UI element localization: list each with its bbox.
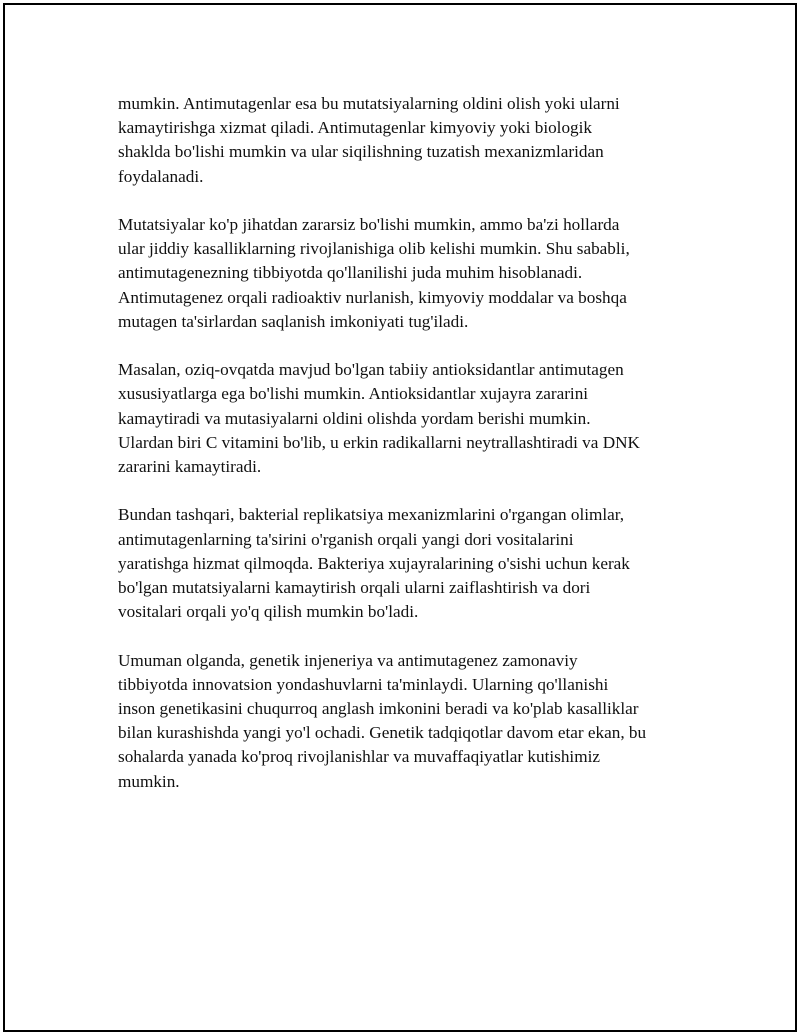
- text-line: Umuman olganda, genetik injeneriya va antimutagenez zamonaviy: [118, 650, 578, 670]
- text-line: Bundan tashqari, bakterial replikatsiya mexanizmlarini o'rgangan olimlar,: [118, 505, 625, 525]
- paragraph-4: [118, 503, 693, 624]
- text-line: shaklda bo'lishi mumkin va ular siqilishning tuzatish mexanizmlaridan: [118, 142, 604, 162]
- text-line: Mutatsiyalar ko'p jihatdan zararsiz bo'lishi mumkin, ammo ba'zi hollarda: [118, 215, 620, 234]
- text-line: tibbiyotda innovatsion yondashuvlarni ta'minlaydi. Ularning qo'llanishi: [118, 674, 609, 694]
- document-body: [118, 92, 693, 818]
- text-line: ular jiddiy kasalliklarning rivojlanishiga olib kelishi mumkin. Shu sababli,: [118, 239, 630, 259]
- text-line: kamaytiradi va mutasiyalarni oldini olishda yordam berishi mumkin.: [118, 408, 591, 428]
- text-line: mumkin.: [118, 771, 180, 791]
- paragraph-3: [118, 358, 693, 479]
- text-line: vositalari orqali yo'q qilish mumkin bo'ladi.: [118, 602, 419, 622]
- text-line: bilan kurashishda yangi yo'l ochadi. Genetik tadqiqotlar davom etar ekan, bu: [118, 723, 647, 743]
- text-line: foydalanadi.: [118, 166, 204, 186]
- text-line: Antimutagenez orqali radioaktiv nurlanish, kimyoviy moddalar va boshqa: [118, 287, 627, 307]
- text-line: mumkin. Antimutagenlar esa bu mutatsiyalarning oldini olish yoki ularni: [118, 94, 620, 113]
- text-line: mutagen ta'sirlardan saqlanish imkoniyati tug'iladi.: [118, 311, 469, 331]
- text-line: Masalan, oziq-ovqatda mavjud bo'lgan tabiiy antioksidantlar antimutagen: [118, 360, 624, 380]
- text-line: sohalarda yanada ko'proq rivojlanishlar va muvaffaqiyatlar kutishimiz: [118, 747, 600, 767]
- text-line: yaratishga hizmat qilmoqda. Bakteriya xujayralarining o'sishi uchun kerak: [118, 553, 630, 573]
- text-line: bo'lgan mutatsiyalarni kamaytirish orqali ularni zaiflashtirish va dori: [118, 578, 591, 598]
- text-line: Ulardan biri C vitamini bo'lib, u erkin radikallarni neytrallashtiradi va DNK: [118, 432, 640, 452]
- text-line: antimutagenlarning ta'sirini o'rganish orqali yangi dori vositalarini: [118, 529, 574, 549]
- paragraph-2: [118, 213, 693, 334]
- text-line: kamaytirishga xizmat qiladi. Antimutagenlar kimyoviy yoki biologik: [118, 118, 593, 138]
- text-line: inson genetikasini chuqurroq anglash imkonini beradi va ko'plab kasalliklar: [118, 699, 639, 719]
- paragraph-1: [118, 92, 693, 189]
- text-line: zararini kamaytiradi.: [118, 457, 262, 477]
- text-line: antimutagenezning tibbiyotda qo'llanilishi juda muhim hisoblanadi.: [118, 263, 583, 283]
- paragraph-5: [118, 649, 693, 794]
- text-line: xususiyatlarga ega bo'lishi mumkin. Antioksidantlar xujayra zararini: [118, 384, 589, 404]
